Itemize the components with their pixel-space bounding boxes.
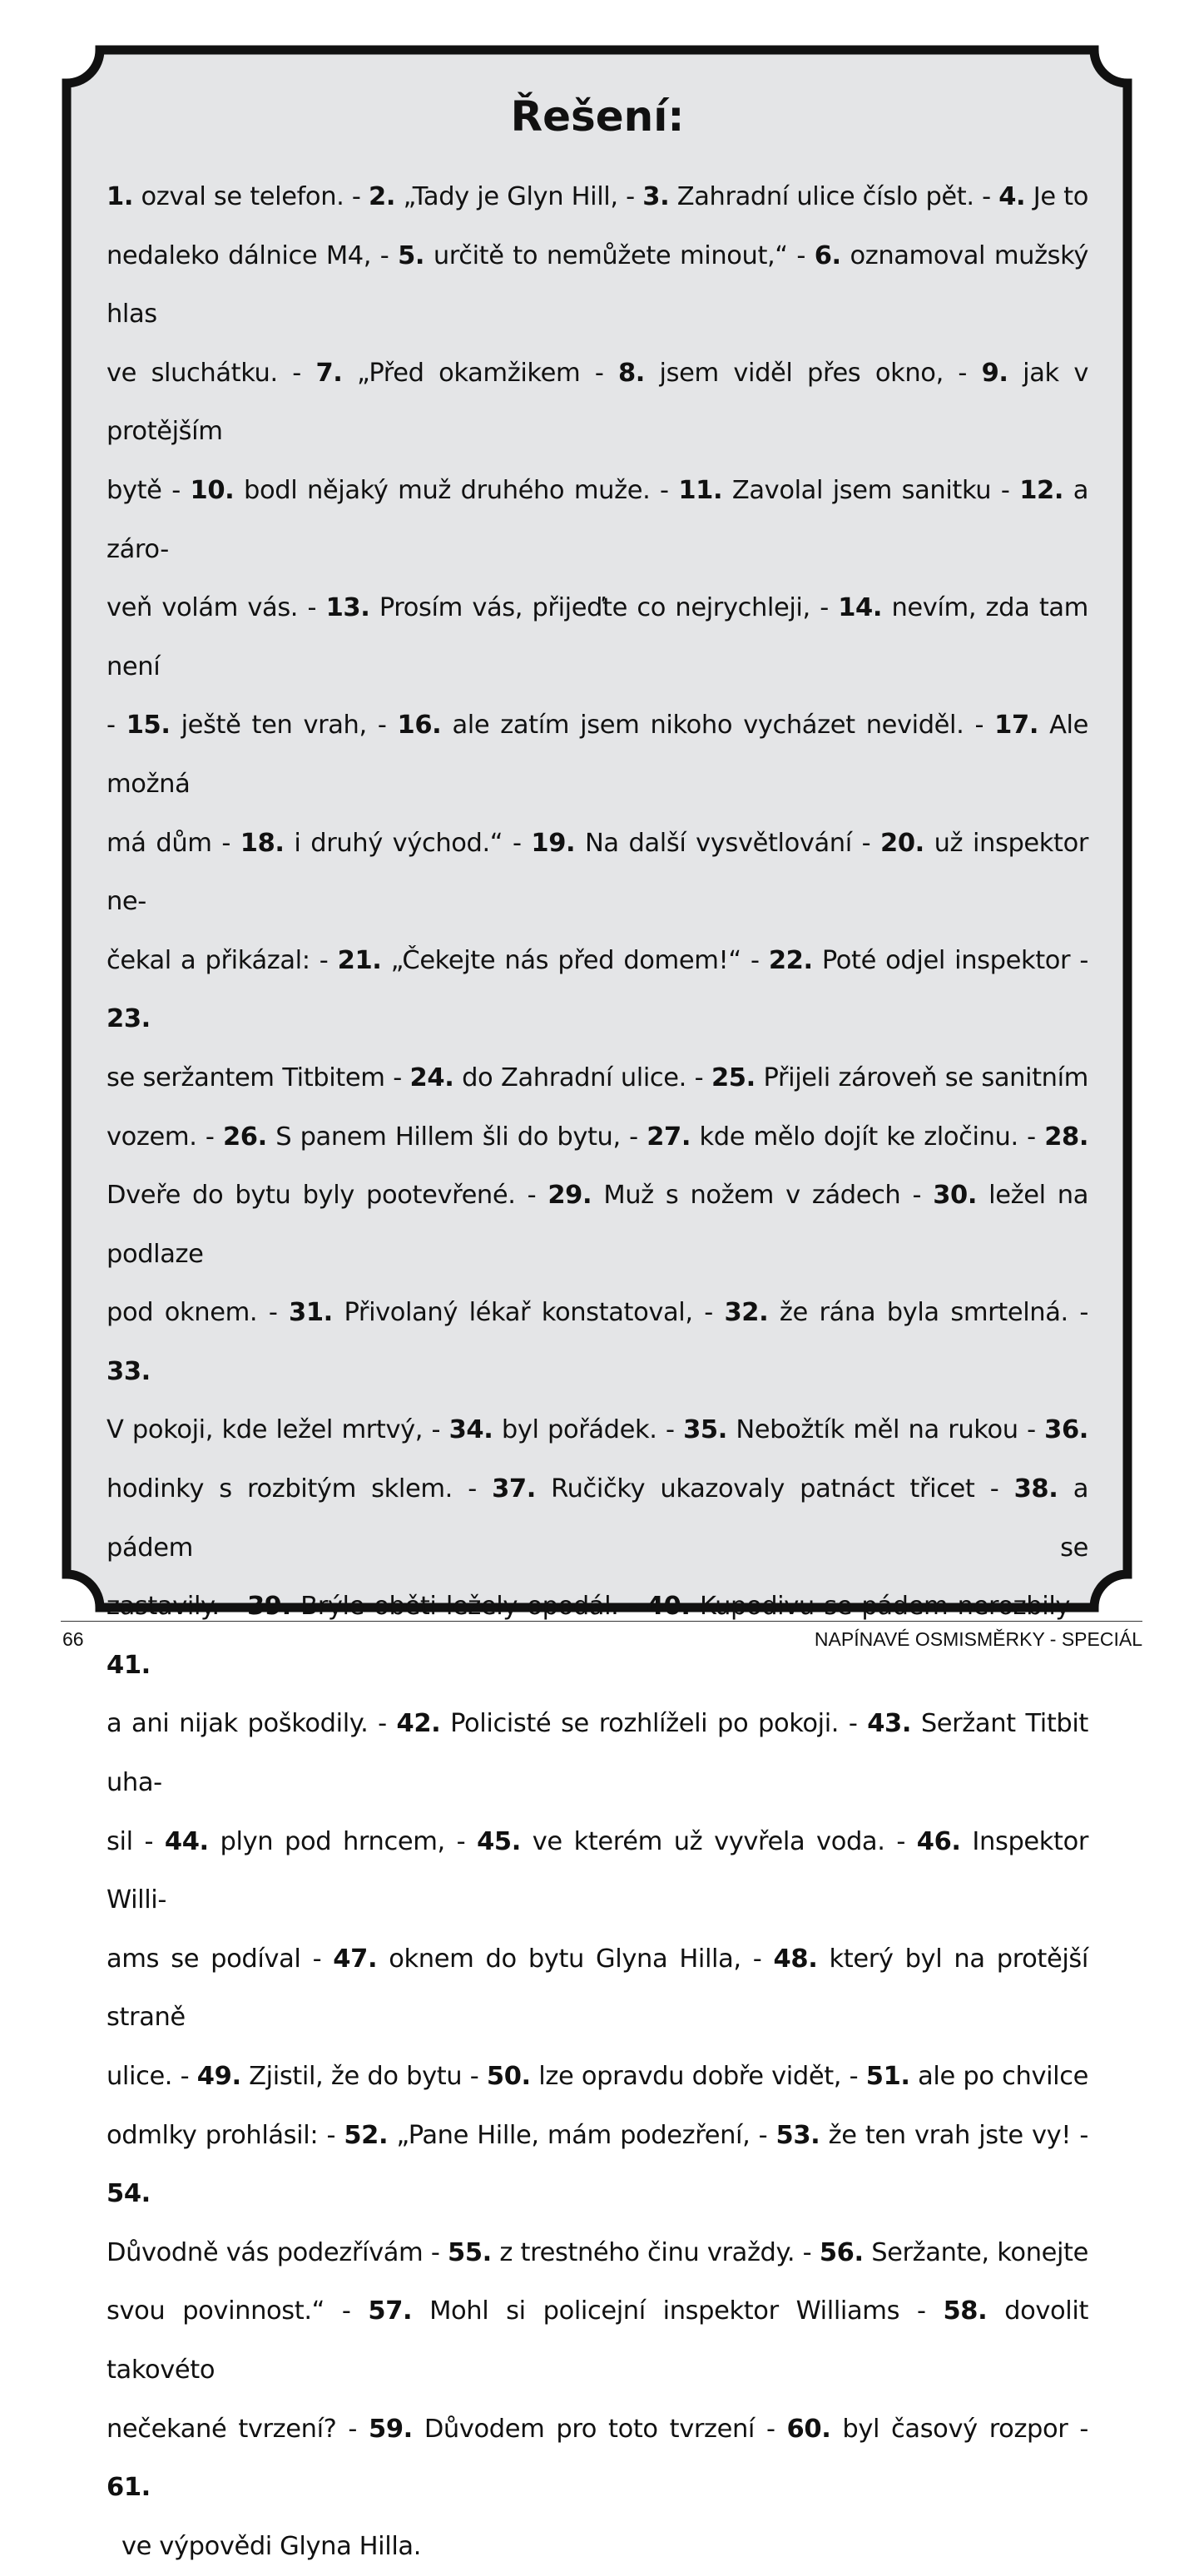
footer-divider	[61, 1621, 1142, 1622]
solution-line: pod oknem. - 31. Přivolaný lékař konstatoval, - 32. že rána byla smrtelná. - 33.	[107, 1298, 1088, 1386]
solution-line: zastavily. - 39. Brýle oběti ležely opodál. - 40. Kupodivu se pádem nerozbily - 41.	[107, 1592, 1088, 1680]
solution-line: čekal a přikázal: - 21. „Čekejte nás před domem!“ - 22. Poté odjel inspektor - 23.	[107, 945, 1088, 1034]
solution-line: svou povinnost.“ - 57. Mohl si policejní inspektor Williams - 58. dovolit takovéto	[107, 2296, 1088, 2385]
solution-line: ve sluchátku. - 7. „Před okamžikem - 8. jsem viděl přes okno, - 9. jak v protějším	[107, 358, 1088, 447]
solution-line: 1. ozval se telefon. - 2. „Tady je Glyn Hill, - 3. Zahradní ulice číslo pět. - 4. Je to	[107, 182, 1088, 211]
solution-line: veň volám vás. - 13. Prosím vás, přijeďte co nejrychleji, - 14. nevím, zda tam není	[107, 593, 1088, 681]
solution-line: ulice. - 49. Zjistil, že do bytu - 50. lze opravdu dobře vidět, - 51. ale po chvilce	[107, 2062, 1088, 2091]
solution-line: a ani nijak poškodily. - 42. Policisté se rozhlíželi po pokoji. - 43. Seržant Titbit uha-	[107, 1709, 1088, 1798]
solution-line: hodinky s rozbitým sklem. - 37. Ručičky ukazovaly patnáct třicet - 38. a pádem se	[107, 1474, 1088, 1563]
solution-panel	[107, 83, 1088, 2576]
solution-line: Důvodně vás podezřívám - 55. z trestného činu vraždy. - 56. Seržante, konejte	[107, 2237, 1088, 2267]
solution-line: sil - 44. plyn pod hrncem, - 45. ve kterém už vyvřela voda. - 46. Inspektor Willi-	[107, 1826, 1088, 1915]
solution-line: ams se podíval - 47. oknem do bytu Glyna Hilla, - 48. který byl na protější straně	[107, 1944, 1088, 2033]
page-title: Řešení:	[510, 92, 685, 141]
solution-line: bytě - 10. bodl nějaký muž druhého muže. - 11. Zavolal jsem sanitku - 12. a záro-	[107, 475, 1089, 564]
solution-line: má dům - 18. i druhý východ.“ - 19. Na další vysvětlování - 20. už inspektor ne-	[107, 828, 1088, 917]
solution-text	[107, 168, 1088, 2576]
solution-line: Dveře do bytu byly pootevřené. - 29. Muž s nožem v zádech - 30. ležel na podlaze	[107, 1181, 1088, 1269]
solution-line: nedaleko dálnice M4, - 5. určitě to nemůžete minout,“ - 6. oznamoval mužský hlas	[107, 240, 1088, 329]
solution-line: - 15. ještě ten vrah, - 16. ale zatím jsem nikoho vycházet neviděl. - 17. Ale možná	[107, 711, 1088, 799]
solution-line: ve výpovědi Glyna Hilla.	[121, 2531, 421, 2561]
solution-line: V pokoji, kde ležel mrtvý, - 34. byl pořádek. - 35. Nebožtík měl na rukou - 36.	[107, 1415, 1088, 1445]
page-number: 66	[62, 1628, 84, 1650]
solution-line: nečekané tvrzení? - 59. Důvodem pro toto tvrzení - 60. byl časový rozpor - 61.	[107, 2414, 1089, 2503]
publication-title: NAPÍNAVÉ OSMISMĚRKY - SPECIÁL	[814, 1628, 1142, 1650]
solution-line: vozem. - 26. S panem Hillem šli do bytu, - 27. kde mělo dojít ke zločinu. - 28.	[107, 1122, 1089, 1152]
solution-line: se seržantem Titbitem - 24. do Zahradní ulice. - 25. Přijeli zároveň se sanitním	[107, 1063, 1088, 1092]
solution-line: odmlky prohlásil: - 52. „Pane Hille, mám podezření, - 53. že ten vrah jste vy! - 54.	[107, 2120, 1088, 2209]
